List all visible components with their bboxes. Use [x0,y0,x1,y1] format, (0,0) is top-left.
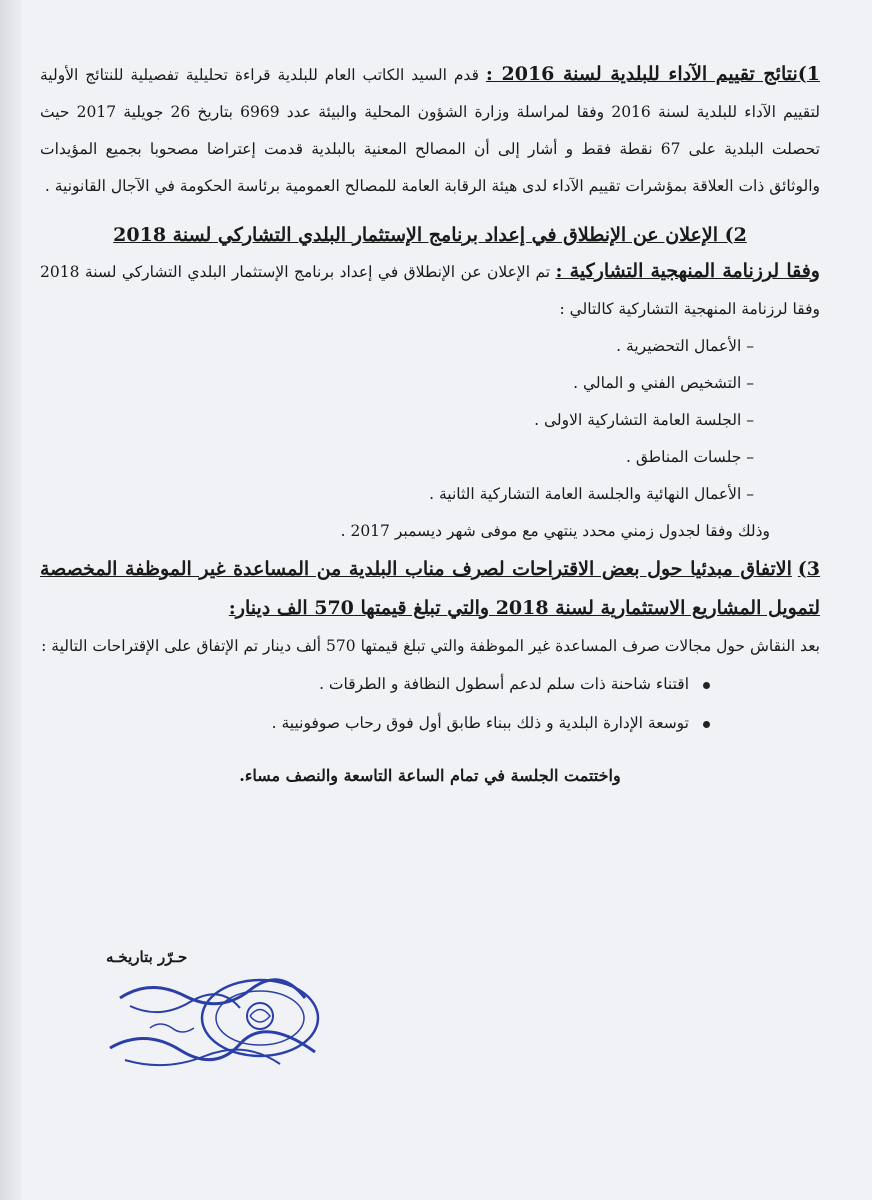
section-3-number: 3) [797,558,820,580]
list-item: – الأعمال التحضيرية . [40,328,754,365]
bullet-icon [703,682,710,689]
list-item: – الأعمال النهائية والجلسة العامة التشاركية الثانية . [40,476,754,513]
list-item: – جلسات المناطق . [40,439,754,476]
section-2-after: وذلك وفقا لجدول زمني محدد ينتهي مع موفى شهر ديسمبر 2017 . [340,522,770,540]
bullet-icon [703,721,710,728]
official-stamp-icon [90,968,330,1093]
section-3-title: الاتفاق مبدئيا حول بعض الاقتراحات لصرف مناب البلدية من المساعدة غير الموظفة المخصصة لتمويل المشاريع الاستثمارية لسنة 2018 والتي تبلغ قيمتها 570 الف دينار: [40,558,820,619]
section-3-body: بعد النقاش حول مجالات صرف المساعدة غير الموظفة والتي تبلغ قيمتها 570 ألف دينار تم الإتفاق على الإقتراحات التالية : [41,637,820,655]
list-item-text: توسعة الإدارة البلدية و ذلك ببناء طابق أول فوق رحاب صوفونيية . [271,714,689,732]
closing-sentence: واختتمت الجلسة في تمام الساعة التاسعة والنصف مساء. [239,766,621,785]
signature-date-label: حـرّر بتاريخـه [106,948,188,966]
section-2-lead: وفقا لرزنامة المنهجية التشاركية : [555,260,820,282]
page-edge-shadow [0,0,22,1200]
section-2-title: 2) الإعلان عن الإنطلاق في إعداد برنامج الإستثمار البلدي التشاركي لسنة 2018 [113,224,747,246]
section-1-paragraph [40,56,820,205]
section-2-body: تم الإعلان عن الإنطلاق في إعداد برنامج الإستثمار البلدي التشاركي لسنة 2018 وفقا لرزنامة المنهجية التشاركية كالتالي : [40,263,820,318]
section-1-body: قدم السيد الكاتب العام للبلدية قراءة تحليلية تفصيلية للنتائج الأولية لتقييم الآداء للبلدية لسنة 2016 وفقا لمراسلة وزارة الشؤون المحلية والبيئة عدد 6969 بتاريخ 26 جويلية 2017 حيث تحصلت البلدية على 67 نقطة فقط و أشار إلى أن المصالح المعنية بالبلدية قدمت إعتراضا مصحوبا بجميع المؤيدات والوثائق ذات العلاقة بمؤشرات تقييم الآداء لدى هيئة الرقابة العامة للمصالح العمومية برئاسة الحكومة في الآجال القانونية . [40,66,821,195]
section-3-heading [40,550,820,628]
section-2-list [40,328,820,513]
list-item [40,665,710,704]
section-1-title: نتائج تقييم الآداء للبلدية لسنة 2016 : [485,63,798,85]
signature-block [90,948,330,1098]
list-item-text: اقتناء شاحنة ذات سلم لدعم أسطول النظافة و الطرقات . [319,675,689,693]
section-2-paragraph [40,253,820,328]
list-item: – التشخيص الفني و المالي . [40,365,754,402]
section-3-list [40,665,820,743]
list-item: – الجلسة العامة التشاركية الاولى . [40,402,754,439]
document-body [40,56,820,794]
list-item [40,704,710,743]
section-1-number: 1) [797,63,820,85]
